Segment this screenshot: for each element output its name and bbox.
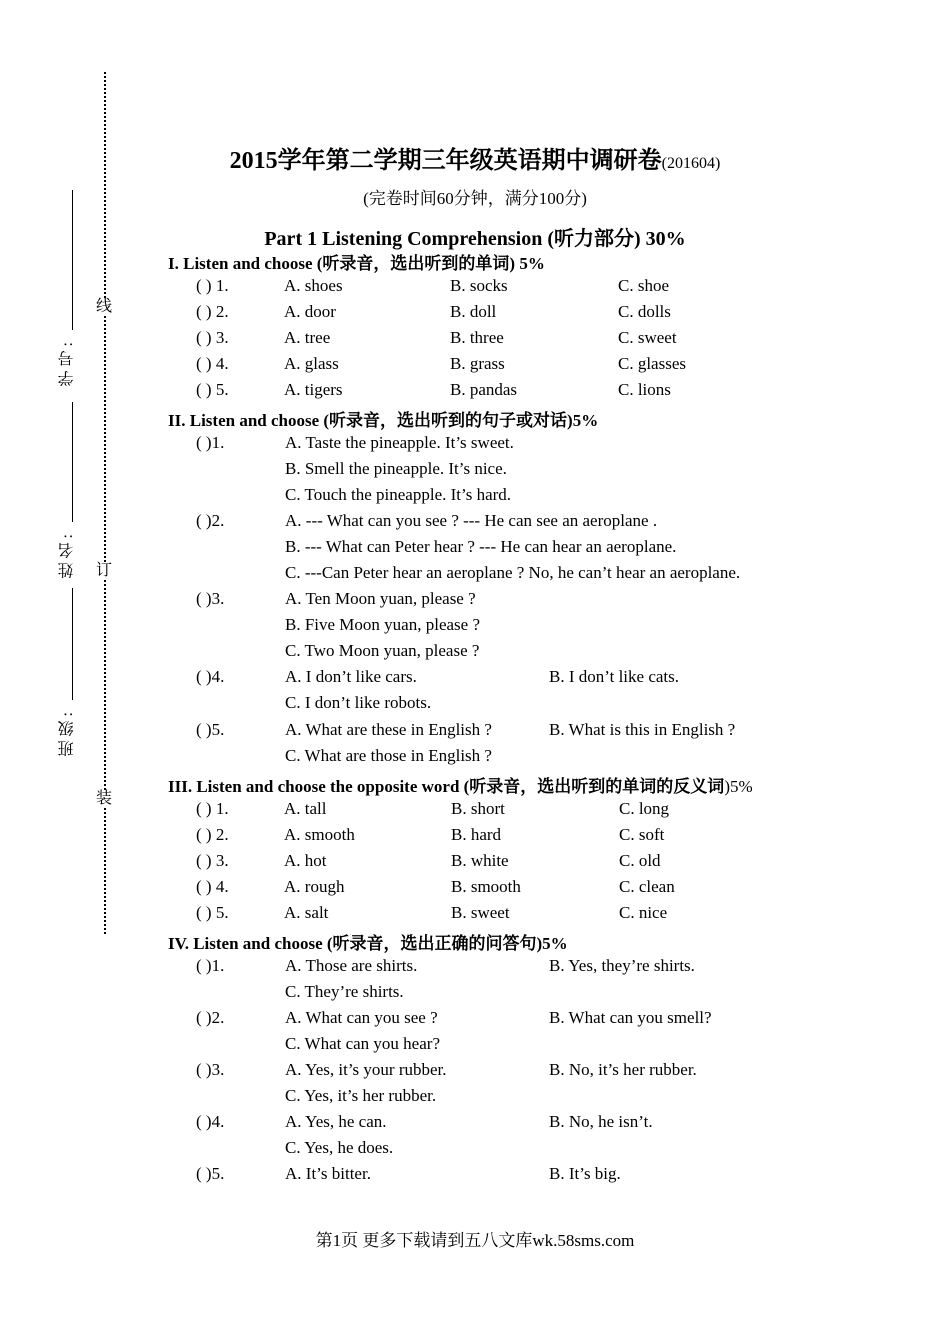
option-a: A. tree bbox=[284, 328, 331, 347]
option-a: A. Those are shirts. bbox=[285, 956, 418, 975]
binding-char-install: 装 bbox=[96, 790, 113, 807]
page-subtitle: (完卷时间60分钟，满分100分) bbox=[363, 189, 587, 208]
question-number: ( )3. bbox=[196, 1060, 225, 1079]
section-2-heading: II. Listen and choose (听录音，选出听到的句子或对话)5% bbox=[168, 411, 599, 430]
option-b: B. doll bbox=[450, 302, 497, 321]
question-number: ( )2. bbox=[196, 511, 225, 530]
question-number: ( )1. bbox=[196, 956, 225, 975]
student-id-label: 学号: bbox=[59, 338, 76, 387]
title-date: (201604) bbox=[661, 155, 721, 172]
question-number: ( )3. bbox=[196, 589, 225, 608]
question-number: ( ) 5. bbox=[196, 380, 229, 399]
question-number: ( )2. bbox=[196, 1008, 225, 1027]
option-a: A. --- What can you see ? --- He can see an aeroplane . bbox=[285, 511, 658, 530]
question-number: ( )5. bbox=[196, 720, 225, 739]
option-b: B. No, he isn’t. bbox=[549, 1112, 653, 1131]
option-b: B. smooth bbox=[451, 877, 521, 896]
option-c: C. Yes, it’s her rubber. bbox=[285, 1086, 437, 1105]
question-number: ( ) 4. bbox=[196, 354, 229, 373]
option-c: C. dolls bbox=[618, 302, 671, 321]
option-b: B. Five Moon yuan, please ? bbox=[285, 615, 480, 634]
question-number: ( )5. bbox=[196, 1164, 225, 1183]
question-number: ( )1. bbox=[196, 433, 225, 452]
option-c: C. old bbox=[619, 851, 661, 870]
option-a: A. It’s bitter. bbox=[285, 1164, 371, 1183]
option-b: B. pandas bbox=[450, 380, 518, 399]
title-text: 2015学年第二学期三年级英语期中调研卷 bbox=[229, 148, 662, 174]
question-number: ( ) 1. bbox=[196, 276, 229, 295]
binding-char-line: 线 bbox=[96, 298, 113, 315]
option-c: C. They’re shirts. bbox=[285, 982, 404, 1001]
question-number: ( ) 3. bbox=[196, 851, 229, 870]
option-a: A. Yes, he can. bbox=[285, 1112, 387, 1131]
option-c: C. What can you hear? bbox=[285, 1034, 440, 1053]
option-b: B. I don’t like cats. bbox=[549, 667, 679, 686]
option-a: A. hot bbox=[284, 851, 327, 870]
option-b: B. Smell the pineapple. It’s nice. bbox=[285, 459, 507, 478]
page-title bbox=[0, 140, 950, 175]
question-number: ( )4. bbox=[196, 1112, 225, 1131]
question-number: ( ) 5. bbox=[196, 903, 229, 922]
option-b: B. What can you smell? bbox=[549, 1008, 712, 1027]
option-a: A. glass bbox=[284, 354, 339, 373]
option-b: B. --- What can Peter hear ? --- He can hear an aeroplane. bbox=[285, 537, 677, 556]
option-b: B. grass bbox=[450, 354, 505, 373]
option-a: A. Ten Moon yuan, please ? bbox=[285, 589, 476, 608]
student-id-blank bbox=[72, 190, 73, 330]
option-c: C. long bbox=[619, 799, 670, 818]
section-3-heading-text: III. Listen and choose the opposite word (听录音，选出听到的单词的反义词 bbox=[168, 777, 725, 796]
option-b: B. No, it’s her rubber. bbox=[549, 1060, 697, 1079]
option-c: C. sweet bbox=[618, 328, 677, 347]
option-c: C. ---Can Peter hear an aeroplane ? No, he can’t hear an aeroplane. bbox=[285, 563, 741, 582]
option-a: A. tigers bbox=[284, 380, 343, 399]
page-footer: 第1页 更多下载请到五八文库wk.58sms.com bbox=[315, 1231, 635, 1250]
option-c: C. lions bbox=[618, 380, 671, 399]
option-a: A. rough bbox=[284, 877, 345, 896]
question-number: ( ) 3. bbox=[196, 328, 229, 347]
option-c: C. clean bbox=[619, 877, 675, 896]
section-3-heading-score: )5% bbox=[724, 777, 753, 796]
option-a: A. Yes, it’s your rubber. bbox=[285, 1060, 447, 1079]
option-a: A. What can you see ? bbox=[285, 1008, 438, 1027]
option-c: C. Touch the pineapple. It’s hard. bbox=[285, 485, 512, 504]
option-c: C. glasses bbox=[618, 354, 686, 373]
option-b: B. sweet bbox=[451, 903, 510, 922]
question-number: ( )4. bbox=[196, 667, 225, 686]
option-a: A. tall bbox=[284, 799, 327, 818]
option-b: B. hard bbox=[451, 825, 502, 844]
section-1-heading: I. Listen and choose (听录音，选出听到的单词) 5% bbox=[168, 254, 545, 273]
option-c: C. Two Moon yuan, please ? bbox=[285, 641, 480, 660]
option-b: B. Yes, they’re shirts. bbox=[549, 956, 695, 975]
option-b: B. What is this in English ? bbox=[549, 720, 736, 739]
question-number: ( ) 4. bbox=[196, 877, 229, 896]
option-c: C. What are those in English ? bbox=[285, 746, 492, 765]
question-number: ( ) 2. bbox=[196, 302, 229, 321]
option-c: C. soft bbox=[619, 825, 665, 844]
option-b: B. socks bbox=[450, 276, 508, 295]
class-blank bbox=[72, 588, 73, 700]
option-a: A. door bbox=[284, 302, 336, 321]
option-a: A. smooth bbox=[284, 825, 355, 844]
section-3-heading bbox=[168, 772, 753, 797]
option-b: B. It’s big. bbox=[549, 1164, 621, 1183]
option-a: A. I don’t like cars. bbox=[285, 667, 417, 686]
part-title: Part 1 Listening Comprehension (听力部分) 30% bbox=[264, 228, 686, 250]
option-c: C. I don’t like robots. bbox=[285, 693, 432, 712]
option-a: A. salt bbox=[284, 903, 329, 922]
name-blank bbox=[72, 402, 73, 522]
class-label: 班级: bbox=[59, 708, 76, 757]
name-label: 姓名: bbox=[59, 530, 76, 579]
binding-char-bind: 订 bbox=[96, 562, 113, 579]
option-b: B. three bbox=[450, 328, 504, 347]
option-c: C. Yes, he does. bbox=[285, 1138, 394, 1157]
option-c: C. nice bbox=[619, 903, 668, 922]
question-number: ( ) 2. bbox=[196, 825, 229, 844]
option-a: A. Taste the pineapple. It’s sweet. bbox=[285, 433, 514, 452]
option-c: C. shoe bbox=[618, 276, 669, 295]
section-4-heading: IV. Listen and choose (听录音，选出正确的问答句)5% bbox=[168, 934, 568, 953]
option-b: B. short bbox=[451, 799, 505, 818]
option-a: A. What are these in English ? bbox=[285, 720, 492, 739]
question-number: ( ) 1. bbox=[196, 799, 229, 818]
option-a: A. shoes bbox=[284, 276, 343, 295]
option-b: B. white bbox=[451, 851, 509, 870]
